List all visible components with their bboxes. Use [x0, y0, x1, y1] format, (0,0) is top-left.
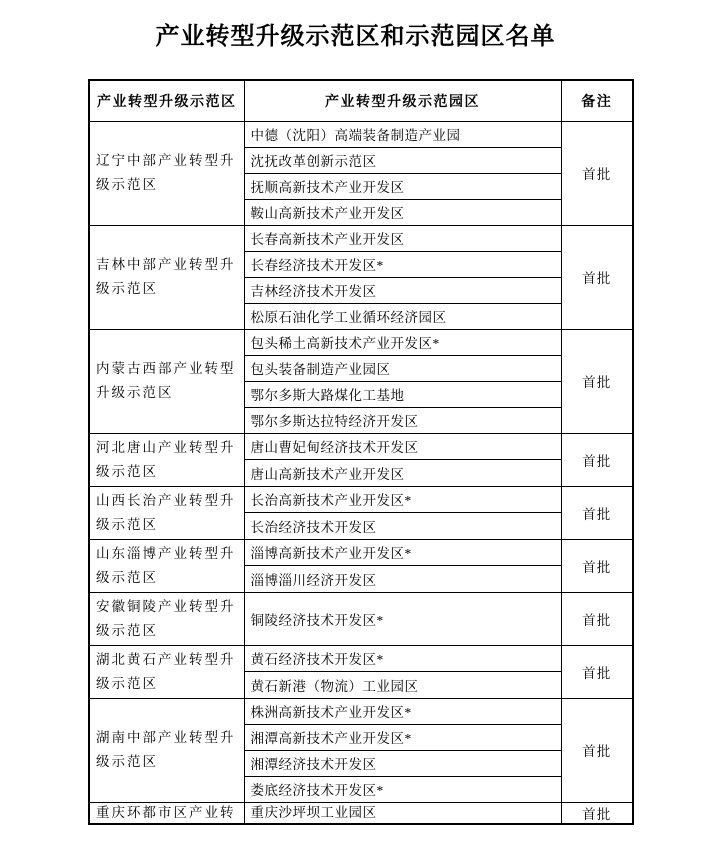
table-row [89, 329, 633, 355]
park-cell: 黄石经济技术开发区* [244, 645, 561, 672]
park-cell: 娄底经济技术开发区* [244, 776, 561, 802]
park-cell: 重庆沙坪坝工业园区 [244, 802, 561, 824]
remark-cell: 首批 [561, 645, 633, 698]
table-row [89, 121, 633, 147]
remark-cell: 首批 [561, 225, 633, 329]
park-cell: 长治高新技术产业开发区* [244, 486, 561, 513]
zones-table-body [89, 121, 633, 824]
zone-cell: 湖南中部产业转型升级示范区 [89, 698, 244, 802]
park-cell: 黄石新港（物流）工业园区 [244, 672, 561, 699]
table-row [89, 645, 633, 672]
table-row [89, 486, 633, 513]
zone-cell: 山西长治产业转型升级示范区 [89, 486, 244, 539]
zone-cell: 山东淄博产业转型升级示范区 [89, 539, 244, 592]
zones-table [88, 79, 634, 825]
table-header-row [89, 80, 633, 121]
park-cell: 长治经济技术开发区 [244, 513, 561, 540]
park-cell: 松原石油化学工业循环经济园区 [244, 303, 561, 329]
park-cell: 湘潭高新技术产业开发区* [244, 724, 561, 750]
zone-cell: 内蒙古西部产业转型升级示范区 [89, 329, 244, 433]
zone-cell: 河北唐山产业转型升级示范区 [89, 433, 244, 486]
park-cell: 鞍山高新技术产业开发区 [244, 199, 561, 225]
header-park-column: 产业转型升级示范园区 [244, 80, 561, 121]
table-row [89, 225, 633, 251]
remark-cell: 首批 [561, 539, 633, 592]
park-cell: 包头稀土高新技术产业开发区* [244, 329, 561, 355]
park-cell: 株洲高新技术产业开发区* [244, 698, 561, 724]
table-row [89, 433, 633, 460]
remark-cell: 首批 [561, 433, 633, 486]
park-cell: 湘潭经济技术开发区 [244, 750, 561, 776]
park-cell: 鄂尔多斯达拉特经济开发区 [244, 407, 561, 433]
remark-cell: 首批 [561, 329, 633, 433]
zone-cell: 安徽铜陵产业转型升级示范区 [89, 592, 244, 645]
page-title: 产业转型升级示范区和示范园区名单 [155, 24, 556, 50]
park-cell: 吉林经济技术开发区 [244, 277, 561, 303]
park-cell: 唐山曹妃甸经济技术开发区 [244, 433, 561, 460]
zone-cell: 湖北黄石产业转型升级示范区 [89, 645, 244, 698]
remark-cell: 首批 [561, 802, 633, 824]
header-remark-column: 备注 [561, 80, 633, 121]
document-page [0, 16, 711, 825]
park-cell: 唐山高新技术产业开发区 [244, 460, 561, 487]
remark-cell: 首批 [561, 698, 633, 802]
park-cell: 淄博淄川经济开发区 [244, 566, 561, 593]
table-row [89, 698, 633, 724]
park-cell: 抚顺高新技术产业开发区 [244, 173, 561, 199]
park-cell: 鄂尔多斯大路煤化工基地 [244, 381, 561, 407]
park-cell: 铜陵经济技术开发区* [244, 592, 561, 645]
park-cell: 沈抚改革创新示范区 [244, 147, 561, 173]
zone-cell: 吉林中部产业转型升级示范区 [89, 225, 244, 329]
remark-cell: 首批 [561, 592, 633, 645]
remark-cell: 首批 [561, 486, 633, 539]
park-cell: 淄博高新技术产业开发区* [244, 539, 561, 566]
park-cell: 包头装备制造产业园区 [244, 355, 561, 381]
remark-cell: 首批 [561, 121, 633, 225]
park-cell: 中德（沈阳）高端装备制造产业园 [244, 121, 561, 147]
zone-cell: 重庆环都市区产业转 [89, 802, 244, 824]
park-cell: 长春高新技术产业开发区 [244, 225, 561, 251]
park-cell: 长春经济技术开发区* [244, 251, 561, 277]
table-row [89, 539, 633, 566]
table-row [89, 592, 633, 645]
header-zone-column: 产业转型升级示范区 [89, 80, 244, 121]
table-row [89, 802, 633, 824]
zone-cell: 辽宁中部产业转型升级示范区 [89, 121, 244, 225]
